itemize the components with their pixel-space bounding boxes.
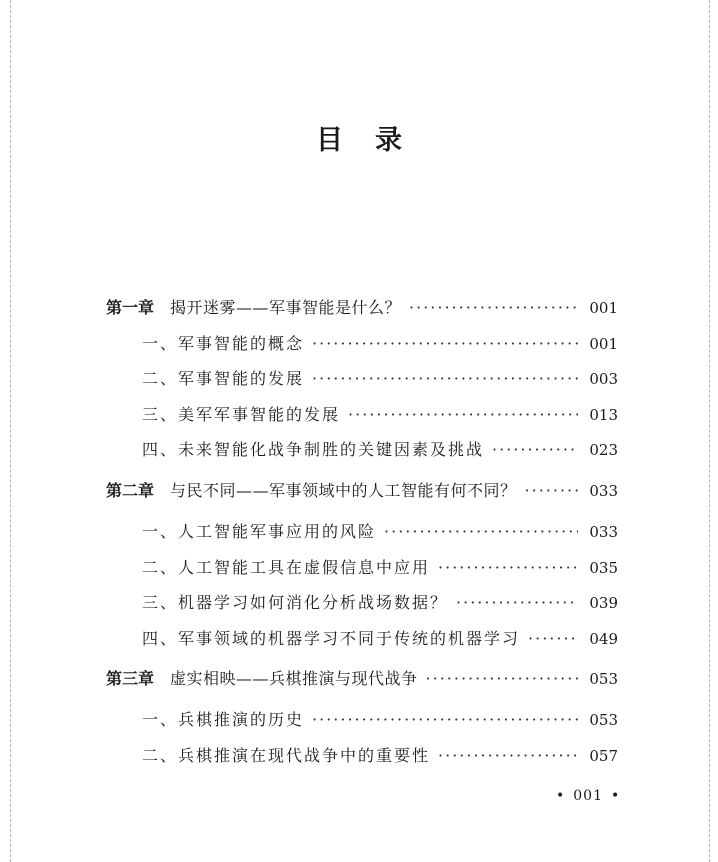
page-number: 023 [589, 441, 618, 460]
chapter-label: 第一章 [106, 298, 155, 317]
leader-dots [426, 656, 578, 702]
leader-dots [438, 738, 578, 774]
page-number: 013 [589, 405, 618, 424]
page-number: 053 [589, 711, 618, 730]
page-number: 003 [589, 370, 618, 389]
bullet-icon: • [556, 788, 566, 804]
page-number: 039 [589, 594, 618, 613]
leader-dots [438, 550, 578, 586]
page-number: 035 [589, 558, 618, 577]
page-footer [548, 788, 628, 804]
section-title: 三、机器学习如何消化分析战场数据？ [142, 593, 449, 613]
toc-chapter-3[interactable] [106, 656, 618, 702]
page-number: 001 [589, 334, 618, 353]
toc-section[interactable] [106, 514, 618, 550]
page-number: 001 [589, 299, 618, 317]
leader-dots [312, 361, 578, 397]
page-number: 033 [589, 522, 618, 541]
leader-dots [492, 432, 578, 468]
toc-section[interactable] [106, 326, 618, 362]
section-title: 二、兵棋推演在现代战争中的重要性 [142, 745, 431, 765]
toc-section[interactable] [106, 585, 618, 621]
section-title: 一、兵棋推演的历史 [142, 710, 305, 730]
toc-section[interactable] [106, 432, 618, 468]
leader-dots [525, 468, 578, 514]
bullet-icon: • [611, 788, 621, 804]
chapter-title: 虚实相映——兵棋推演与现代战争 [170, 669, 418, 689]
leader-dots [528, 621, 578, 657]
toc-section[interactable] [106, 702, 618, 738]
section-title: 四、未来智能化战争制胜的关键因素及挑战 [142, 440, 485, 460]
toc-section[interactable] [106, 397, 618, 433]
page-number: 053 [589, 670, 618, 689]
page-title: 目录 [316, 125, 434, 156]
leader-dots [409, 290, 578, 326]
section-title: 一、人工智能军事应用的风险 [142, 521, 377, 541]
toc-section[interactable] [106, 361, 618, 397]
chapter-title: 揭开迷雾——军事智能是什么？ [170, 298, 402, 317]
chapter-label: 第二章 [106, 480, 155, 500]
section-title: 三、美军军事智能的发展 [142, 404, 341, 424]
chapter-title: 与民不同——军事领域中的人工智能有何不同？ [170, 480, 517, 500]
table-of-contents [106, 290, 618, 774]
toc-section[interactable] [106, 550, 618, 586]
chapter-label: 第三章 [106, 669, 155, 689]
leader-dots [456, 585, 578, 621]
leader-dots [312, 702, 578, 738]
section-title: 二、军事智能的发展 [142, 369, 305, 389]
toc-section[interactable] [106, 738, 618, 774]
section-title: 一、军事智能的概念 [142, 333, 305, 353]
leader-dots [312, 326, 578, 362]
leader-dots [348, 397, 578, 433]
page-number: 057 [589, 746, 618, 765]
page-number: 049 [589, 629, 618, 648]
page-number: 033 [589, 481, 618, 500]
section-title: 四、军事领域的机器学习不同于传统的机器学习 [142, 628, 521, 648]
toc-section[interactable] [106, 621, 618, 657]
toc-chapter-1[interactable] [106, 290, 618, 326]
toc-chapter-2[interactable] [106, 468, 618, 514]
section-title: 二、人工智能工具在虚假信息中应用 [142, 557, 431, 577]
footer-page-number: 001 [573, 788, 603, 804]
leader-dots [384, 514, 578, 550]
